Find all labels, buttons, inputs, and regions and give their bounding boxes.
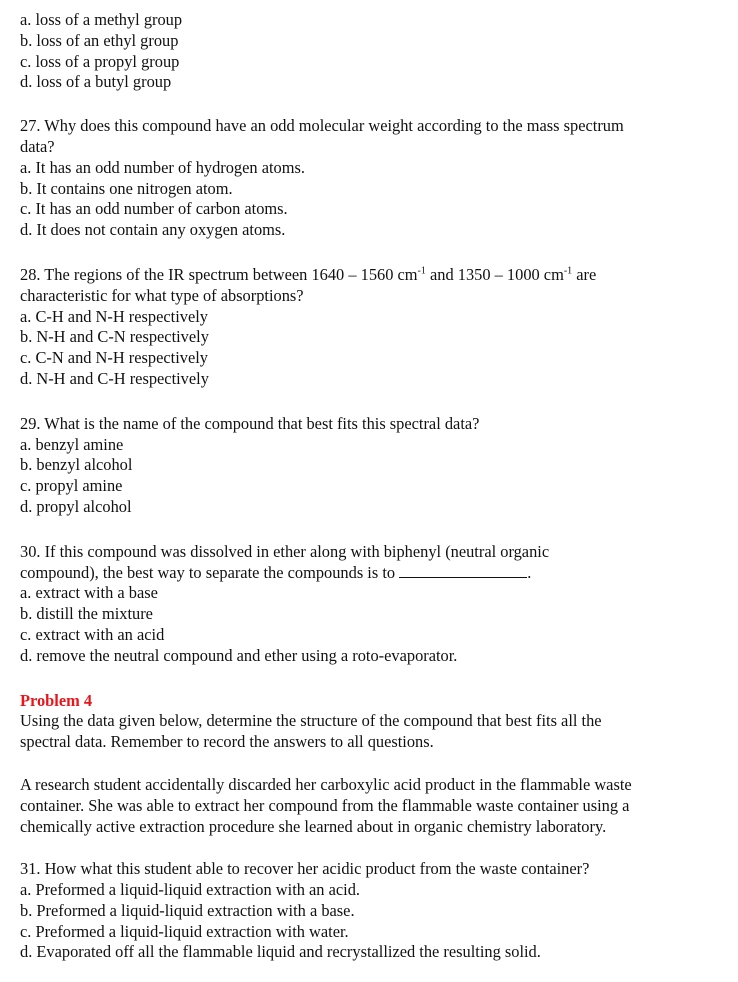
q26-options — [20, 10, 720, 93]
q26-option-b: b. loss of an ethyl group — [20, 30, 179, 50]
q30-stem-line1: 30. If this compound was dissolved in ether along with biphenyl (neutral organic — [20, 541, 550, 561]
q26-option-c: c. loss of a propyl group — [20, 51, 180, 71]
q28-option-c: c. C-N and N-H respectively — [20, 348, 208, 368]
question-27 — [20, 116, 720, 241]
q28-sup1: -1 — [417, 265, 426, 277]
q28-stem-part3: are — [572, 264, 597, 284]
problem-4-intro-line2: spectral data. Remember to record the answers to all questions. — [20, 732, 434, 752]
problem-4-scenario — [20, 775, 720, 837]
q28-stem-line1 — [20, 265, 720, 286]
q30-stem-end: . — [527, 562, 532, 582]
q30-option-a: a. extract with a base — [20, 583, 158, 603]
q28-stem-line2: characteristic for what type of absorptions? — [20, 285, 304, 305]
q28-sup2: -1 — [563, 265, 573, 277]
q30-option-c: c. extract with an acid — [20, 624, 165, 644]
problem-4-para-line2: container. She was able to extract her compound from the flammable waste container using a — [20, 795, 630, 815]
q28-option-b: b. N-H and C-N respectively — [20, 327, 209, 347]
q27-option-c: c. It has an odd number of carbon atoms. — [20, 199, 288, 219]
problem-4-title: Problem 4 — [20, 690, 93, 710]
q30-option-b: b. distill the mixture — [20, 604, 153, 624]
q31-stem: 31. How what this student able to recover her acidic product from the waste container? — [20, 859, 590, 879]
q29-option-b: b. benzyl alcohol — [20, 455, 133, 475]
problem-4-para-line1: A research student accidentally discarded her carboxylic acid product in the flammable waste — [20, 774, 632, 794]
q31-option-d: d. Evaporated off all the flammable liquid and recrystallized the resulting solid. — [20, 942, 541, 962]
problem-4-para-line3: chemically active extraction procedure she learned about in organic chemistry laboratory. — [20, 816, 607, 836]
q30-stem-line2 — [20, 563, 720, 584]
q26-option-a: a. loss of a methyl group — [20, 10, 183, 29]
q28-stem-part2: and 1350 – 1000 cm — [425, 264, 564, 284]
q26-option-d: d. loss of a butyl group — [20, 72, 172, 92]
q27-stem-line2: data? — [20, 136, 55, 156]
q27-option-a: a. It has an odd number of hydrogen atoms. — [20, 157, 305, 177]
problem-4-intro-line1: Using the data given below, determine the structure of the compound that best fits all the — [20, 711, 602, 731]
q27-option-b: b. It contains one nitrogen atom. — [20, 178, 233, 198]
q30-option-d: d. remove the neutral compound and ether using a roto-evaporator. — [20, 645, 458, 665]
q28-option-d: d. N-H and C-H respectively — [20, 368, 209, 388]
q28-stem-part1: 28. The regions of the IR spectrum between 1640 – 1560 cm — [20, 264, 418, 284]
q30-stem-text: compound), the best way to separate the compounds is to — [20, 562, 400, 582]
question-29 — [20, 414, 720, 518]
q29-option-a: a. benzyl amine — [20, 434, 124, 454]
q29-stem: 29. What is the name of the compound that best fits this spectral data? — [20, 413, 480, 433]
question-28 — [20, 265, 720, 390]
q28-option-a: a. C-H and N-H respectively — [20, 306, 208, 326]
q27-option-d: d. It does not contain any oxygen atoms. — [20, 220, 286, 240]
q27-stem-line1: 27. Why does this compound have an odd molecular weight according to the mass spectrum — [20, 116, 624, 136]
q31-option-c: c. Preformed a liquid-liquid extraction with water. — [20, 921, 349, 941]
question-30 — [20, 542, 720, 667]
answer-blank — [399, 563, 527, 578]
question-31 — [20, 859, 720, 963]
q29-option-c: c. propyl amine — [20, 476, 123, 496]
q31-option-b: b. Preformed a liquid-liquid extraction with a base. — [20, 900, 355, 920]
q31-option-a: a. Preformed a liquid-liquid extraction with an acid. — [20, 880, 361, 900]
document-page — [20, 10, 720, 963]
q29-option-d: d. propyl alcohol — [20, 496, 132, 516]
problem-4 — [20, 691, 720, 753]
